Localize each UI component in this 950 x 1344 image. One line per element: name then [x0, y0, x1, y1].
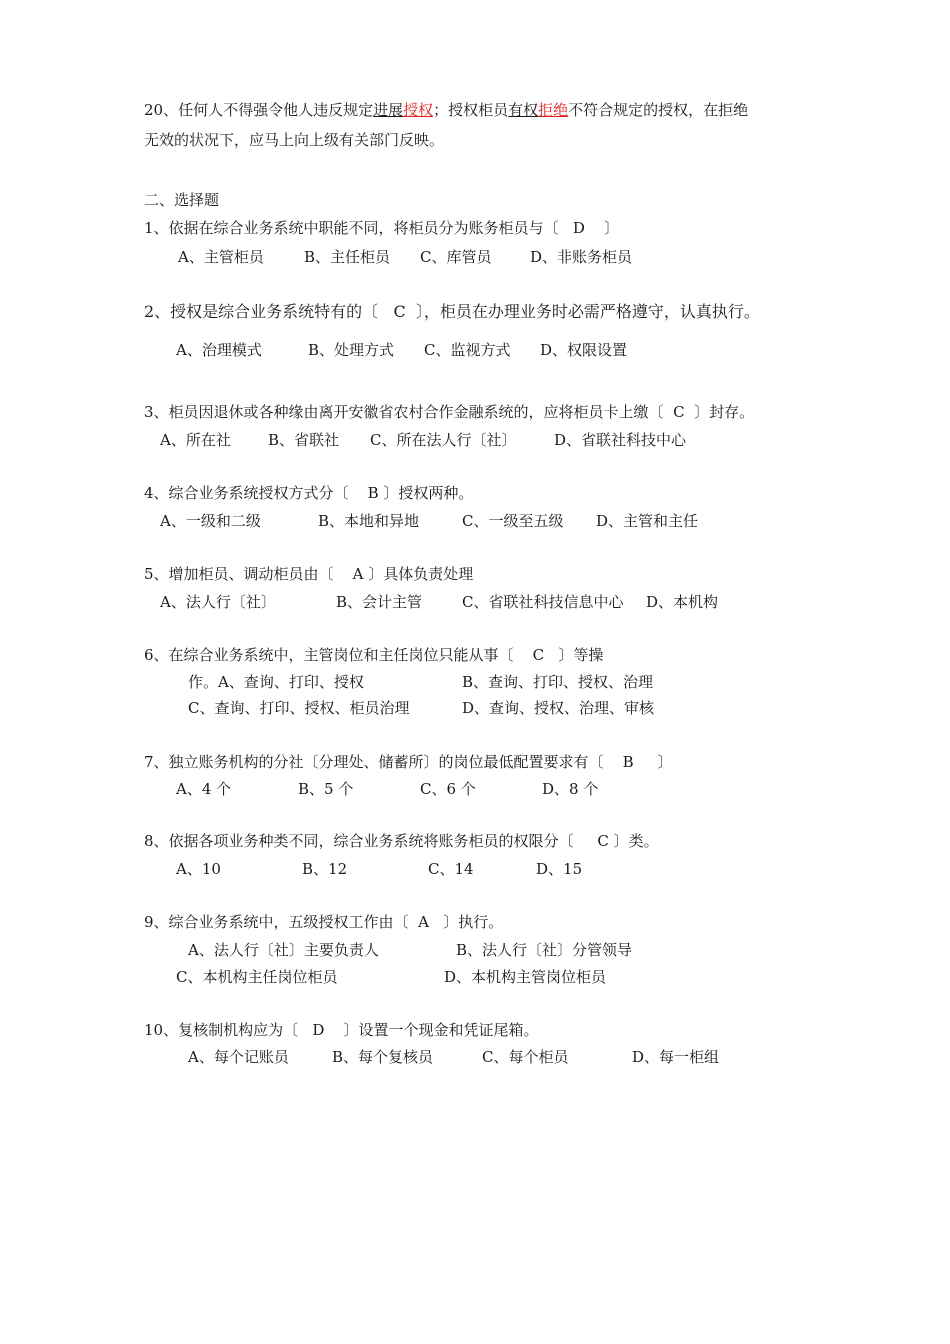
- q7-option-c: C、6 个: [420, 780, 476, 798]
- q10-option-b: B、每个复核员: [332, 1048, 434, 1066]
- question-5: 5、增加柜员、调动柜员由〔 A 〕具体负责处理: [144, 565, 474, 583]
- q20-text-b: 进展: [373, 101, 404, 119]
- question-8: 8、依据各项业务种类不同，综合业务系统将账务柜员的权限分〔 C 〕类。: [144, 832, 659, 850]
- question-2: 2、授权是综合业务系统特有的〔 C 〕，柜员在办理业务时必需严格遵守，认真执行。: [144, 302, 760, 321]
- question-6: 6、在综合业务系统中，主管岗位和主任岗位只能从事〔 C 〕等操: [144, 646, 604, 664]
- q20-line2: 无效的状况下，应马上向上级有关部门反映。: [144, 131, 445, 149]
- q2-option-d: D、权限设置: [540, 341, 628, 359]
- q9-option-a: A、法人行〔社〕主要负责人: [188, 941, 379, 959]
- q3-option-a: A、所在社: [160, 431, 231, 449]
- q6-line2: 作。A、查询、打印、授权: [188, 673, 364, 691]
- q1-option-b: B、主任柜员: [304, 248, 391, 266]
- q4-option-a: A、一级和二级: [160, 512, 261, 530]
- q1-option-a: A、主管柜员: [178, 248, 264, 266]
- q1-option-c: C、库管员: [420, 248, 492, 266]
- q5-option-d: D、本机构: [646, 593, 719, 611]
- q3-option-c: C、所在法人行〔社〕: [370, 431, 517, 449]
- q5-option-a: A、法人行〔社〕: [160, 593, 276, 611]
- q5-option-c: C、省联社科技信息中心: [462, 593, 624, 611]
- q9-option-d: D、本机构主管岗位柜员: [444, 968, 607, 986]
- q9-option-b: B、法人行〔社〕分管领导: [456, 941, 633, 959]
- question-9: 9、综合业务系统中，五级授权工作由〔 A 〕执行。: [144, 913, 504, 931]
- section-title: 二、选择题: [144, 191, 220, 209]
- q7-option-a: A、4 个: [176, 780, 232, 798]
- question-10: 10、复核制机构应为〔 D 〕设置一个现金和凭证尾箱。: [144, 1021, 539, 1039]
- q4-option-b: B、本地和异地: [318, 512, 420, 530]
- q8-option-b: B、12: [302, 860, 348, 878]
- q3-option-d: D、省联社科技中心: [554, 431, 687, 449]
- q2-option-c: C、监视方式: [424, 341, 511, 359]
- q8-option-a: A、10: [176, 860, 221, 878]
- q10-option-c: C、每个柜员: [482, 1048, 569, 1066]
- q7-option-d: D、8 个: [542, 780, 599, 798]
- q1-option-d: D、非账务柜员: [530, 248, 633, 266]
- question-1: 1、依据在综合业务系统中职能不同，将柜员分为账务柜员与〔 D 〕: [144, 219, 619, 237]
- q3-option-b: B、省联社: [268, 431, 340, 449]
- q6-option-b: B、查询、打印、授权、治理: [462, 673, 654, 691]
- q6-option-c: C、查询、打印、授权、柜员治理: [188, 699, 410, 717]
- q20-text-c: 授权: [403, 101, 434, 119]
- q20-text-d: ；授权柜员: [433, 101, 509, 119]
- q4-option-d: D、主管和主任: [596, 512, 699, 530]
- q10-option-a: A、每个记账员: [188, 1048, 289, 1066]
- q8-option-c: C、14: [428, 860, 474, 878]
- question-4: 4、综合业务系统授权方式分〔 B 〕授权两种。: [144, 484, 474, 502]
- q8-option-d: D、15: [536, 860, 583, 878]
- q2-option-b: B、处理方式: [308, 341, 395, 359]
- q20-text-f: 拒绝: [538, 101, 569, 119]
- q2-option-a: A、治理模式: [176, 341, 262, 359]
- q4-option-c: C、一级至五级: [462, 512, 564, 530]
- q20-text-g: 不符合规定的授权，在拒绝: [568, 101, 749, 119]
- q7-option-b: B、5 个: [298, 780, 354, 798]
- q20-line1: [144, 100, 748, 120]
- question-7: 7、独立账务机构的分社〔分理处、储蓄所〕的岗位最低配置要求有〔 B 〕: [144, 753, 673, 771]
- q9-option-c: C、本机构主任岗位柜员: [176, 968, 338, 986]
- q20-text-a: 20、任何人不得强令他人违反规定: [144, 101, 374, 119]
- q10-option-d: D、每一柜组: [632, 1048, 720, 1066]
- question-3: 3、柜员因退休或各种缘由离开安徽省农村合作金融系统的，应将柜员卡上缴〔 C 〕封存。: [144, 403, 755, 421]
- q5-option-b: B、会计主管: [336, 593, 423, 611]
- q20-text-e: 有权: [508, 101, 539, 119]
- q6-option-d: D、查询、授权、治理、审核: [462, 699, 655, 717]
